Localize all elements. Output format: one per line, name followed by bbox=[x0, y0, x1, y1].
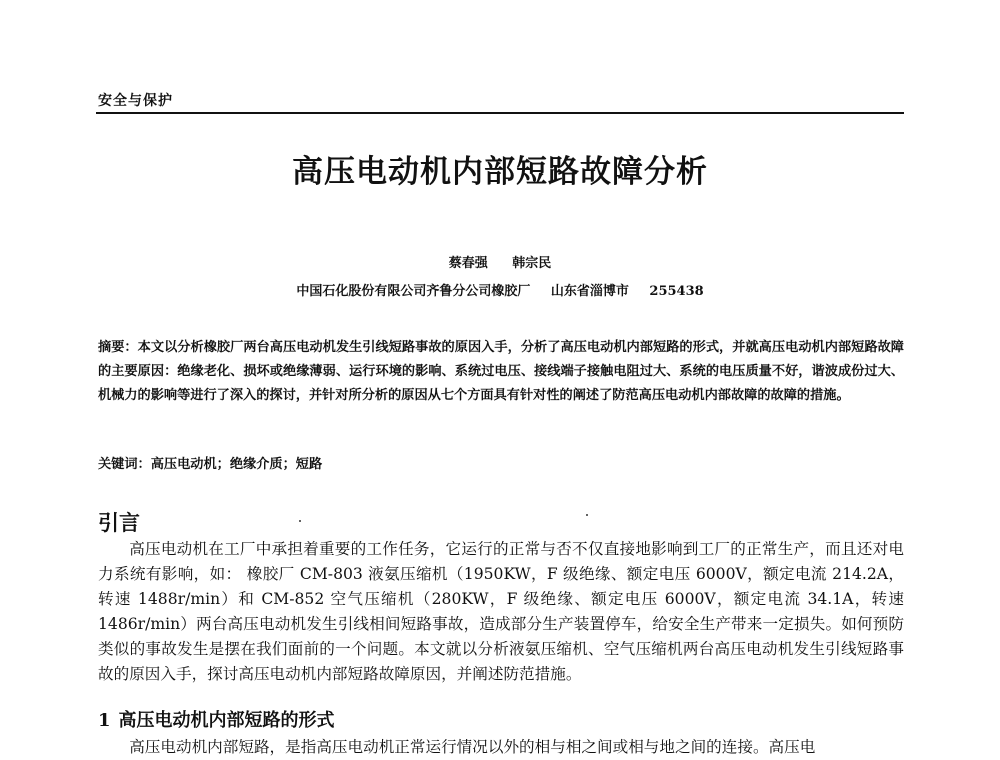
affiliation-org: 中国石化股份有限公司齐鲁分公司橡胶厂 bbox=[296, 284, 531, 299]
section-1-body: 高压电动机内部短路，是指高压电动机正常运行情况以外的相与相之间或相与地之间的连接。高压电 bbox=[129, 738, 816, 756]
author-name: 韩宗民 bbox=[512, 256, 552, 271]
scan-speck bbox=[586, 514, 588, 516]
keywords-label: 关键词： bbox=[98, 457, 151, 472]
abstract bbox=[98, 336, 904, 408]
abstract-label: 摘要： bbox=[98, 340, 138, 355]
affiliation-postcode: 255438 bbox=[649, 284, 704, 299]
header-rule bbox=[96, 112, 904, 114]
affiliation bbox=[0, 280, 1000, 299]
keywords-text: 高压电动机；绝缘介质；短路 bbox=[150, 457, 323, 472]
section-1-title: 高压电动机内部短路的形式 bbox=[118, 710, 335, 731]
keywords bbox=[98, 453, 322, 472]
section-1-number: 1 bbox=[98, 710, 111, 731]
scan-speck bbox=[299, 520, 301, 522]
intro-body: 高压电动机在工厂中承担着重要的工作任务，它运行的正常与否不仅直接地影响到工厂的正常生产，而且还对电力系统有影响，如： 橡胶厂 CM-803 液氨压缩机（1950KW，F 级绝缘、额定电压 6000V，额定电流 214.2A，转速 1488r/min）和 CM-852 空气压缩机（280KW，F 级绝缘、额定电压 6000V，额定电流 34.1A，转速 1486r/min）两台高压电动机发生引线相间短路事故，造成部分生产装置停车，给安全生产带来一定损失。如何预防类似的事故发生是摆在我们面前的一个问题。本文就以分析液氨压缩机、空气压缩机两台高压电动机发生引线短路事故的原因入手，探讨高压电动机内部短路故障原因，并阐述防范措施。 bbox=[98, 540, 904, 683]
abstract-text: 本文以分析橡胶厂两台高压电动机发生引线短路事故的原因入手，分析了高压电动机内部短路的形式，并就高压电动机内部短路故障的主要原因：绝缘老化、损坏或绝缘薄弱、运行环境的影响、系统过电压、接线端子接触电阻过大、系统的电压质量不好，谐波成份过大、机械力的影响等进行了深入的探讨，并针对所分析的原因从七个方面具有针对性的阐述了防范高压电动机内部故障的故障的措施。 bbox=[98, 340, 904, 403]
author-name: 蔡春强 bbox=[448, 256, 488, 271]
affiliation-location: 山东省淄博市 bbox=[550, 284, 629, 299]
paper-title: 高压电动机内部短路故障分析 bbox=[292, 154, 708, 190]
authors bbox=[0, 252, 1000, 271]
intro-heading: 引言 bbox=[98, 510, 140, 535]
section-1-heading bbox=[98, 706, 335, 732]
section-label: 安全与保护 bbox=[98, 93, 173, 109]
